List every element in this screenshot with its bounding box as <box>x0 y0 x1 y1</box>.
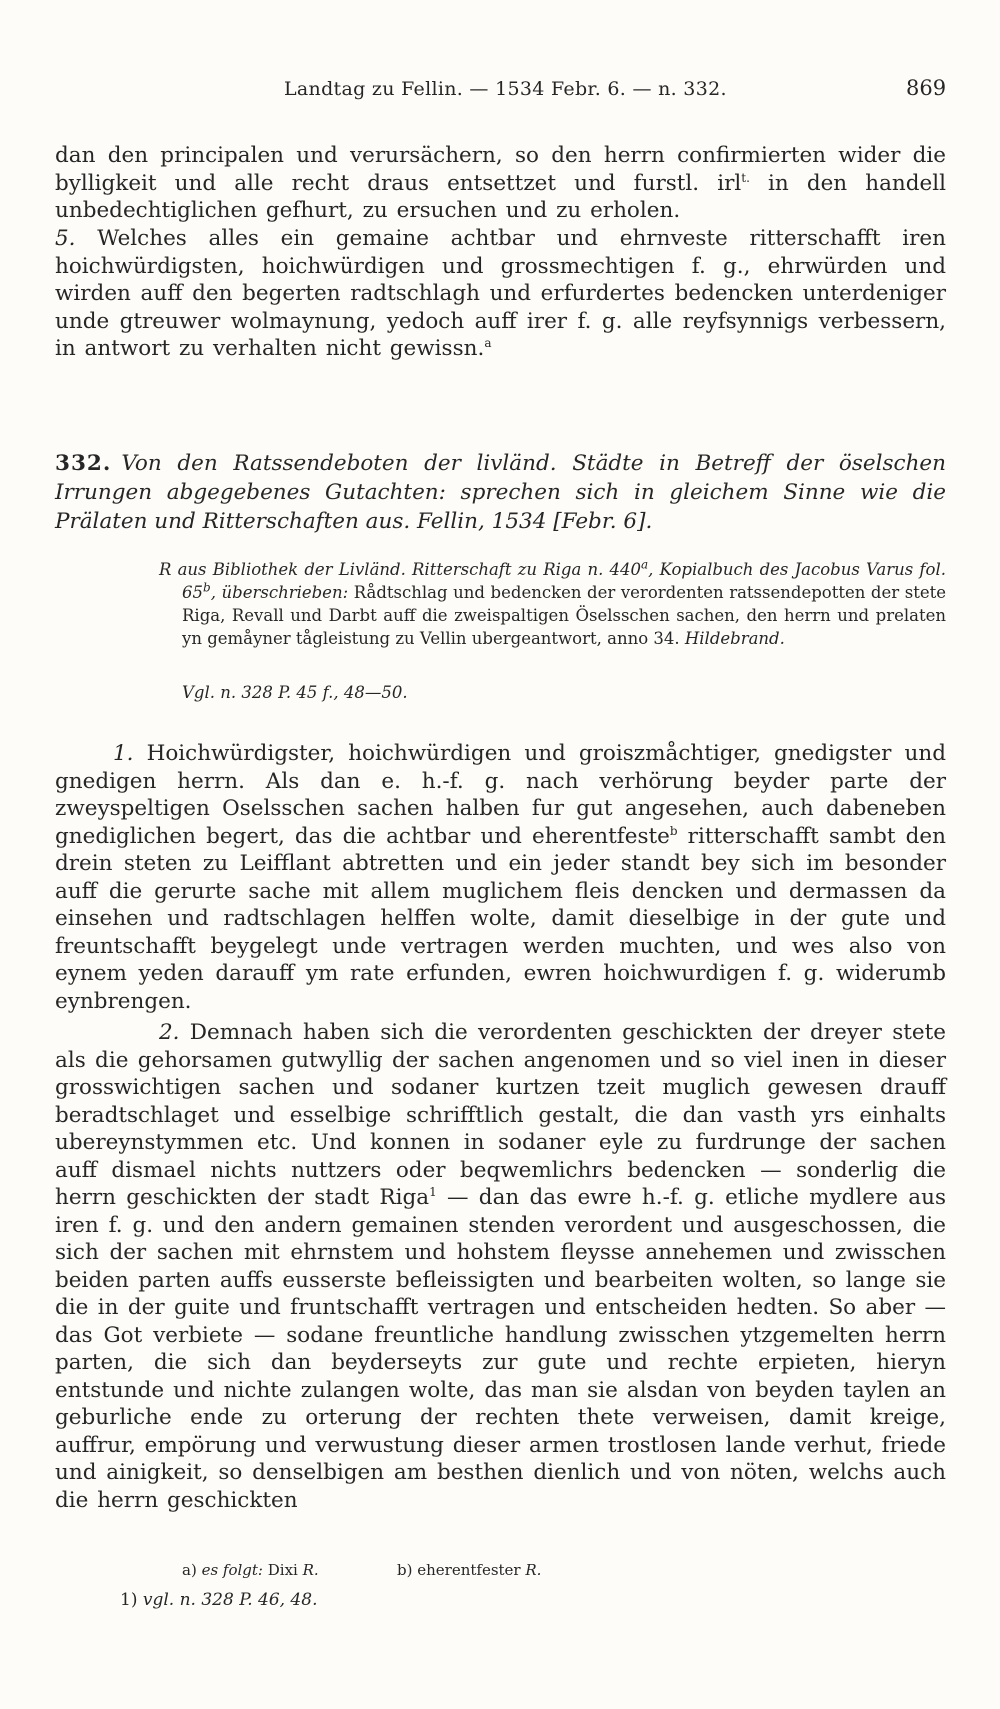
source-note <box>159 558 946 650</box>
document-title: Von den Ratssendeboten der livländ. Städte in Betreff der öselschen Irrungen abgegebenes Gutachten: sprechen sich in gleichem Sinne wie die Prälaten und Ritterschaften aus. Fellin, 1534 [Febr. 6]. <box>55 451 946 534</box>
footnote-source: R. <box>302 1561 319 1579</box>
footnote-mark: a) <box>182 1561 197 1579</box>
paragraph-number: 5. <box>55 226 76 251</box>
superscript: a <box>641 557 649 572</box>
paragraph-5 <box>55 225 946 363</box>
footnote-label: es folgt: <box>201 1561 263 1579</box>
footnote-a <box>182 1561 319 1579</box>
footnote-text: vgl. n. 328 P. 46, 48. <box>137 1590 318 1610</box>
footnote-text: eherentfester <box>412 1561 526 1579</box>
running-head: Landtag zu Fellin. — 1534 Febr. 6. — n. 332. <box>284 78 727 100</box>
reference-note: Vgl. n. 328 P. 45 f., 48—50. <box>182 683 408 702</box>
document-number: 332. <box>55 451 112 476</box>
footnote-1 <box>120 1590 317 1610</box>
footnote-b <box>397 1561 541 1579</box>
source-text-d: Rådtschlag und bedencken der verordenten ratssendepotten der stete Riga, Revall und Darbt auff die zweispaltigen Öselsschen sachen, den herrn und prelaten yn gemåyner tågleistung zu Vellin ubergeantwort, anno 34. <box>182 583 946 648</box>
paragraph-2 <box>55 1019 946 1514</box>
page-number: 869 <box>906 76 947 100</box>
document-heading <box>55 449 946 536</box>
paragraph-text-b: — dan das ewre h.-f. g. etliche mydlere aus iren f. g. und den andern gemainen stenden verordent und ausgeschossen, die sich der sachen mit ehrnstem und hohstem fleysse annehemen und zwisschen beiden parten auffs eusserste befleissigten und bearbeiten wolten, so lange sie die in der guite und fruntschafft vertragen und entscheiden hedten. So aber — das Got verbiete — sodane freuntliche handlung zwisschen ytzgemelten herrn parten, die sich dan beyderseyts zur gute und rechte erpieten, hieryn entstunde und nichte zulangen wolte, das man sie alsdan von beyden taylen an geburliche ende zu orterung der rechten thete verweisen, damit kreige, auffrur, empörung und verwustung dieser armen trostlosen lande verhut, friede und ainigkeit, so denselbigen am besthen dienlich und von nöten, welchs auch die herrn geschickten <box>55 1185 946 1513</box>
footnote-marker-1: 1 <box>429 1184 437 1199</box>
paragraph-number: 2. <box>159 1020 180 1045</box>
paragraph-text-b: ritterschafft sambt den drein steten zu Leifflant abtretten und ein jeder standt bey sich im besonder auff die gerurte sache mit allem muglichem fleis dencken und dermassen da einsehen und radtschlagen helffen wolte, damit dieselbige in der gute und freuntschafft beygelegt unde vertragen werden muchten, und wes also von eynem yeden darauff ym rate erfunden, ewren hoichwurdigen f. g. widerumb eynbrengen. <box>55 823 946 1014</box>
continuation-text-b: in den handell unbedechtiglichen gefhurt, zu ersuchen und zu erholen. <box>55 170 947 223</box>
paragraph-text-a: Hoichwürdigster, hoichwürdigen und groiszmåchtiger, gnedigster und gnedigen herrn. Als dan e. h.-f. g. nach verhörung beyder parte der zweyspeltigen Oselsschen sachen halben fur gut angesehen, auch dabeneben gnediglichen begert, das die achtbar und eherentfeste <box>55 741 946 849</box>
footnote-marker-b: b <box>669 823 678 838</box>
continuation-text-a: dan den principalen und verursächern, so den herrn confirmierten wider die bylligkeit und alle recht draus entsettzet und furstl. irl <box>55 143 946 196</box>
paragraph-text-a: Demnach haben sich die verordenten geschickten der dreyer stete als die gehorsamen gutwyllig der sachen angenomen und so viel inen in dieser grosswichtigen sachen und sodaner kurtzen tzeit muglich gewesen drauff beradtschlaget und esselbige schrifftlich gestalt, die dan vasth yrs einhalts ubereynstymmen etc. Und konnen in sodaner eyle zu furdrunge der sachen auff dismael nichts nuttzers oder beqwemlichrs bedencken — sonderlig die herrn geschickten der stadt Riga <box>55 1020 946 1210</box>
superscript: b <box>203 580 211 595</box>
continuation-paragraph <box>55 142 946 225</box>
paragraph-1 <box>55 740 946 1015</box>
source-editor: Hildebrand. <box>684 629 785 648</box>
paragraph-number: 1. <box>113 741 134 766</box>
source-text-c: , überschrieben: <box>210 583 349 602</box>
footnote-mark: b) <box>397 1561 413 1579</box>
footnote-marker-a: a <box>484 335 492 350</box>
footnote-source: R. <box>525 1561 542 1579</box>
source-text-a: R aus Bibliothek der Livländ. Ritterschaft zu Riga n. 440 <box>159 560 642 579</box>
footnote-text: Dixi <box>262 1561 303 1579</box>
source-text-b: , Kopialbuch des Jacobus Varus fol. 65 <box>182 560 946 602</box>
paragraph-text: Welches alles ein gemaine achtbar und ehrnveste ritterschafft iren hoichwürdigsten, hoichwürdigen und grossmechtigen f. g., ehrwürden und wirden auff den begerten radtschlagh und erfurdertes bedencken unterdeniger unde gtreuwer wolmaynung, yedoch auff irer f. g. alle reyfsynnigs verbessern, in antwort zu verhalten nicht gewissn. <box>55 226 946 361</box>
footnote-mark: 1) <box>120 1590 138 1610</box>
superscript: t. <box>741 170 750 185</box>
